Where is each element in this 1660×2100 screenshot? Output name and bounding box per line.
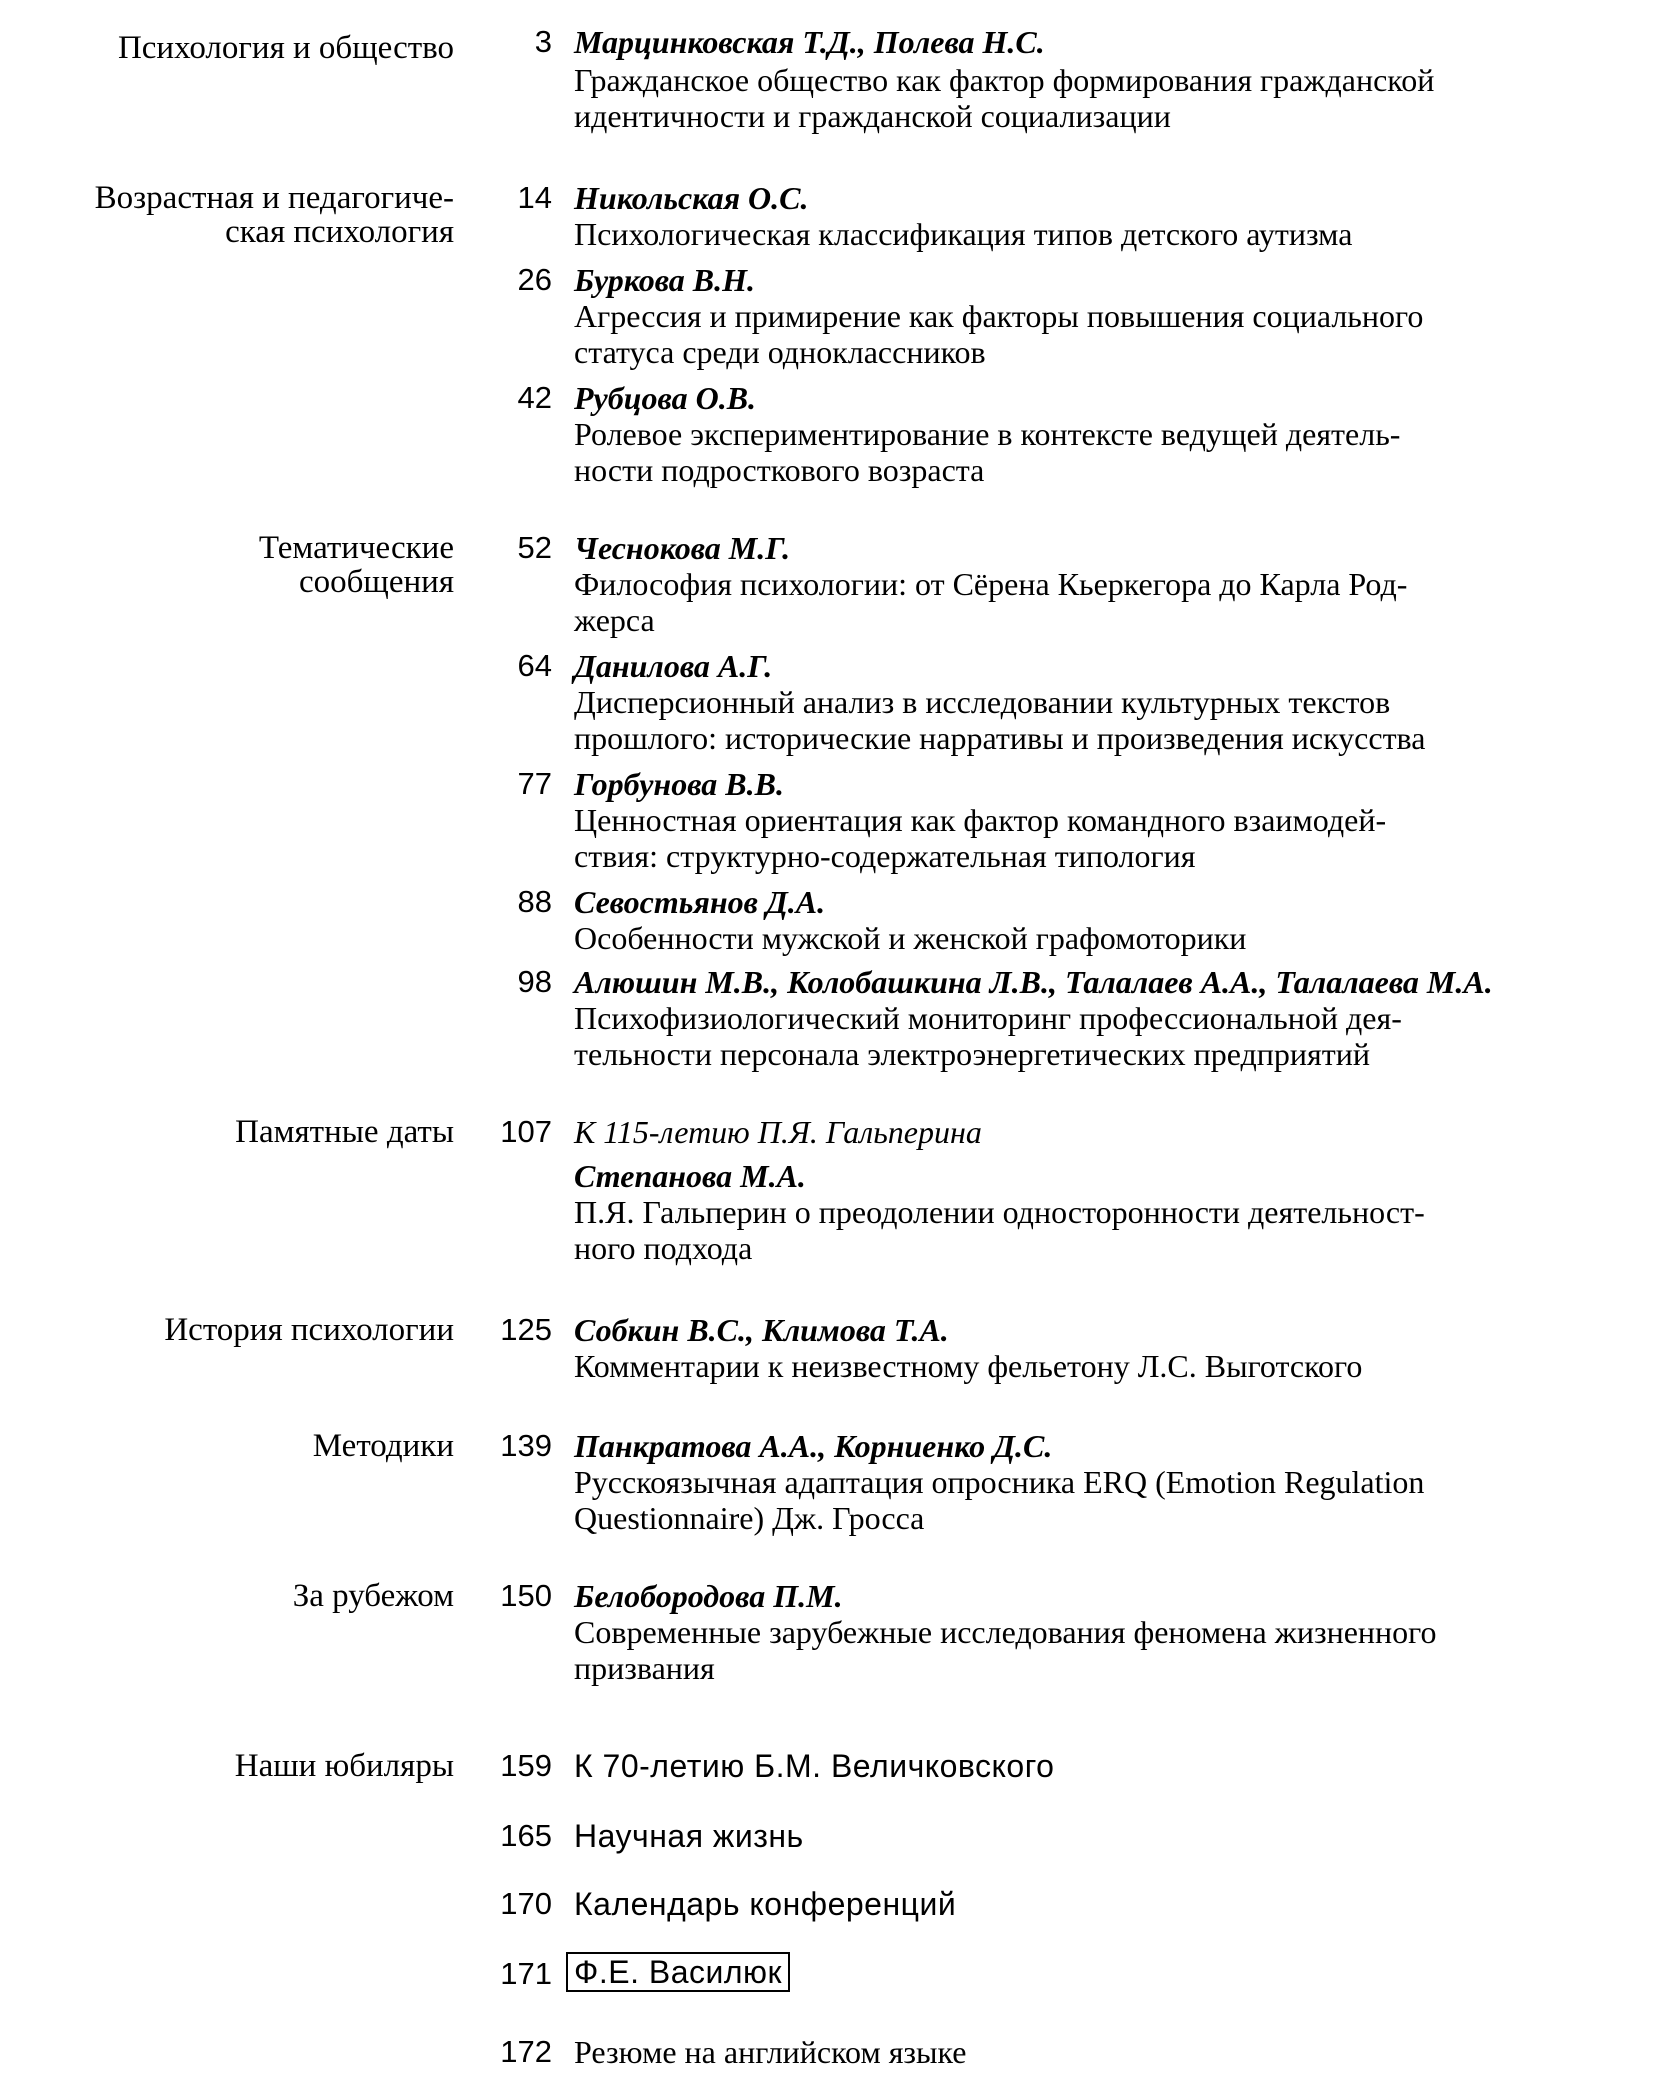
article-title-line: ности подросткового возраста [574, 452, 985, 488]
author: Степанова М.А. [574, 1158, 806, 1194]
section-memorable-dates: Памятные даты [235, 1114, 454, 1150]
article-title-line: прошлого: исторические нарративы и произведения искусства [574, 720, 1426, 756]
author: Панкратова А.А., Корниенко Д.С. [574, 1428, 1053, 1464]
section-psychology-society: Психология и общество [117, 30, 454, 66]
page-number: 170 [500, 1886, 552, 1921]
article-title-line: призвания [574, 1650, 715, 1686]
author: Горбунова В.В. [574, 766, 784, 802]
author: Данилова А.Г. [574, 648, 773, 684]
article-title-line: идентичности и гражданской социализации [574, 98, 1171, 134]
section-age-pedagogical-2: ская психология [225, 214, 454, 250]
page-number: 165 [500, 1818, 552, 1853]
page-number: 26 [517, 262, 552, 297]
author: Севостьянов Д.А. [574, 884, 826, 920]
article-title-line: Questionnaire) Дж. Гросса [574, 1500, 925, 1536]
article-title-line: Гражданское общество как фактор формирования гражданской [574, 62, 1435, 98]
article-title-line: К 70-летию Б.М. Величковского [574, 1748, 1055, 1784]
section-thematic-2: сообщения [299, 564, 454, 600]
author: Чеснокова М.Г. [574, 530, 791, 566]
page-number: 139 [500, 1428, 552, 1463]
page-number: 150 [500, 1578, 552, 1613]
page-number: 3 [534, 24, 552, 59]
author: Марцинковская Т.Д., Полева Н.С. [574, 24, 1045, 60]
article-title-line: статуса среди одноклассников [574, 334, 986, 370]
page-number: 88 [517, 884, 552, 919]
article-title-line: ствия: структурно-содержательная типология [574, 838, 1196, 874]
article-title-line: ного подхода [574, 1230, 753, 1266]
article-title-line: Ролевое экспериментирование в контексте ведущей деятель- [574, 416, 1401, 452]
page-number: 171 [500, 1956, 552, 1991]
article-title-line: жерса [574, 602, 655, 638]
article-title-line: Философия психологии: от Сёрена Кьеркегора до Карла Род- [574, 566, 1408, 602]
article-title-line: Русскоязычная адаптация опросника ERQ (Emotion Regulation [574, 1464, 1425, 1500]
page-number: 107 [500, 1114, 552, 1149]
article-title-line: Современные зарубежные исследования феномена жизненного [574, 1614, 1437, 1650]
page-number: 64 [517, 648, 552, 683]
author: Никольская О.С. [574, 180, 809, 216]
author: Рубцова О.В. [574, 380, 757, 416]
page-number: 42 [517, 380, 552, 415]
article-title-line: Научная жизнь [574, 1818, 804, 1854]
section-age-pedagogical-1: Возрастная и педагогиче- [94, 180, 454, 216]
page-number: 14 [517, 180, 552, 215]
section-history: История психологии [164, 1312, 454, 1348]
page-number: 77 [517, 766, 552, 801]
page-number: 159 [500, 1748, 552, 1783]
article-title-line: Психофизиологический мониторинг профессиональной дея- [574, 1000, 1402, 1036]
article-title-line: П.Я. Гальперин о преодолении односторонности деятельност- [574, 1194, 1425, 1230]
page-number: 172 [500, 2034, 552, 2069]
author: Белобородова П.М. [574, 1578, 843, 1614]
article-title-line: Агрессия и примирение как факторы повышения социального [574, 298, 1424, 334]
article-title-line: Комментарии к неизвестному фельетону Л.С. Выготского [574, 1348, 1363, 1384]
article-title-line: тельности персонала электроэнергетических предприятий [574, 1036, 1370, 1072]
anniversary-heading: К 115-летию П.Я. Гальперина [574, 1114, 982, 1150]
section-methods: Методики [312, 1428, 454, 1464]
article-title-line: Психологическая классификация типов детского аутизма [574, 216, 1353, 252]
page-number: 52 [517, 530, 552, 565]
author: Собкин В.С., Климова Т.А. [574, 1312, 949, 1348]
author: Алюшин М.В., Колобашкина Л.В., Талалаев А.А., Талалаева М.А. [574, 964, 1493, 1000]
article-title-line: Резюме на английском языке [574, 2034, 967, 2070]
page-number: 98 [517, 964, 552, 999]
article-title-line: Дисперсионный анализ в исследовании культурных текстов [574, 684, 1391, 720]
article-title-line: Календарь конференций [574, 1886, 957, 1922]
article-title-line: Особенности мужской и женской графомоторики [574, 920, 1247, 956]
section-jubilees: Наши юбиляры [234, 1748, 454, 1784]
page-number: 125 [500, 1312, 552, 1347]
section-abroad: За рубежом [292, 1578, 454, 1614]
section-thematic-1: Тематические [258, 530, 454, 566]
memorial-name-box: Ф.Е. Василюк [566, 1952, 790, 1992]
author: Буркова В.Н. [574, 262, 756, 298]
article-title-line: Ценностная ориентация как фактор командного взаимодей- [574, 802, 1387, 838]
